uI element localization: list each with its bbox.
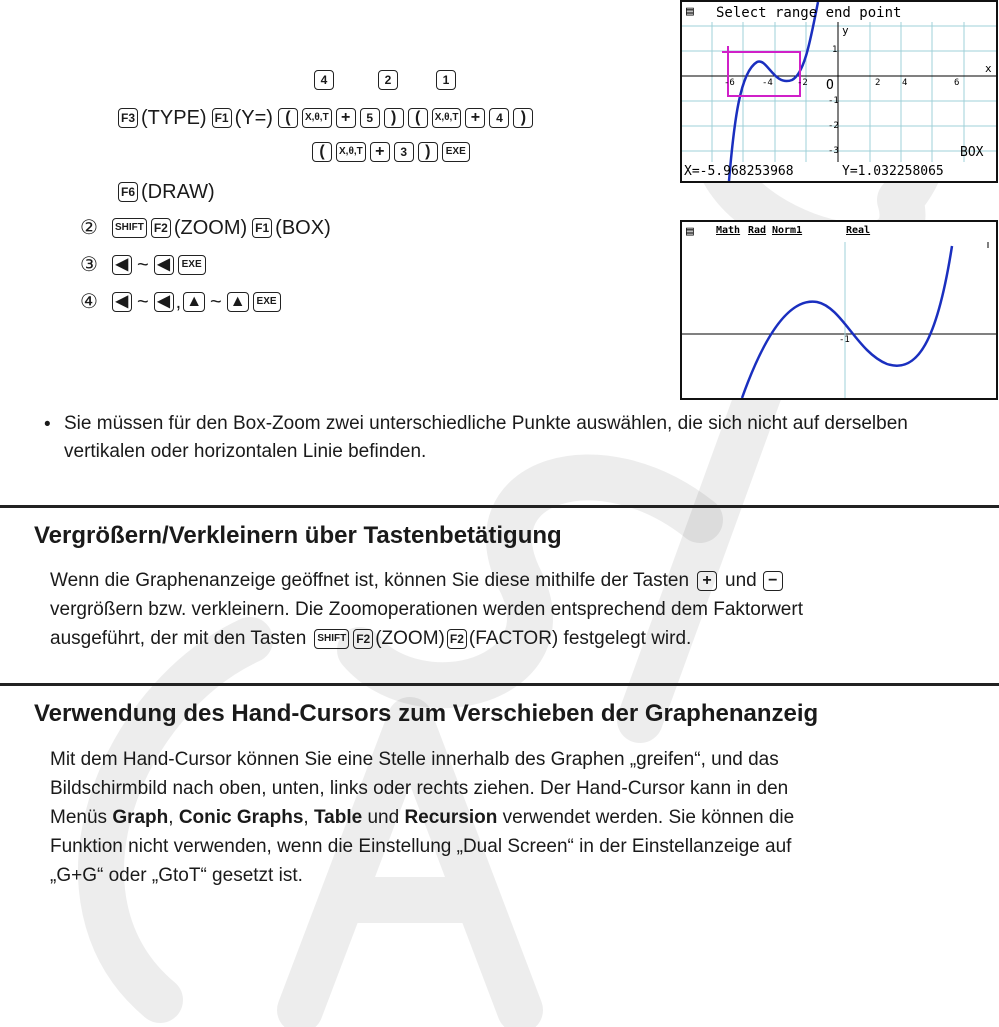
- x-tick-label: 4: [902, 78, 908, 88]
- y-tick-label: -2: [828, 121, 839, 131]
- key-row-2: [116, 105, 535, 131]
- graph-plot-2: [682, 222, 996, 398]
- key-exe[interactable]: EXE: [253, 292, 281, 312]
- paragraph-text: ,: [168, 807, 179, 828]
- key-4[interactable]: 4: [489, 108, 509, 128]
- paragraph-text: und: [725, 570, 757, 591]
- key-4[interactable]: 4: [314, 70, 334, 90]
- key-f6[interactable]: F6: [118, 182, 138, 202]
- key-row-1: [312, 70, 458, 90]
- box-mode-label: BOX: [960, 145, 984, 160]
- clipboard-icon: ▤: [686, 4, 694, 19]
- type-label: (TYPE): [141, 107, 207, 129]
- up-arrow-key-icon[interactable]: ▲: [183, 292, 205, 312]
- paragraph-text: (ZOOM): [375, 628, 445, 649]
- paragraph-text: Funktion nicht verwenden, wenn die Einstellung „Dual Screen“ in der Einstellanzeige auf: [50, 836, 792, 857]
- status-real: Real: [846, 225, 871, 236]
- box-label: (BOX): [275, 217, 331, 239]
- screen1-x-axis-label: x: [985, 62, 992, 75]
- step-2-number: ②: [80, 217, 98, 239]
- step-4: ④ ◀ ~ ◀ , ▲ ~ ▲ EXE: [80, 289, 283, 315]
- key-xthetat[interactable]: X,θ,T: [336, 142, 366, 162]
- key-exe[interactable]: EXE: [178, 255, 206, 275]
- y-tick-label: 1: [832, 45, 838, 55]
- x-tick-label: 2: [875, 78, 881, 88]
- menu-name: Graph: [112, 807, 169, 828]
- paragraph-text: verwendet werden. Sie können die: [497, 807, 795, 828]
- key-xthetat[interactable]: X,θ,T: [432, 108, 462, 128]
- section1-line-3: [50, 624, 691, 653]
- paragraph-text: und: [362, 807, 405, 828]
- paragraph-text: ausgeführt, der mit den Tasten: [50, 628, 307, 649]
- status-norm: Norm1: [772, 225, 803, 236]
- key-lparen[interactable]: (: [312, 142, 332, 162]
- key-lparen[interactable]: (: [278, 108, 298, 128]
- up-arrow-key-icon[interactable]: ▲: [227, 292, 249, 312]
- key-plus[interactable]: +: [370, 142, 390, 162]
- key-plus[interactable]: +: [697, 571, 717, 591]
- paragraph-text: Bildschirmbild nach oben, unten, links oder rechts ziehen. Der Hand-Cursor kann in den: [50, 778, 789, 799]
- key-exe[interactable]: EXE: [442, 142, 470, 162]
- paragraph-text: Mit dem Hand-Cursor können Sie eine Stelle innerhalb des Graphen „greifen“, und das: [50, 749, 779, 770]
- key-shift[interactable]: SHIFT: [112, 218, 147, 238]
- key-3[interactable]: 3: [394, 142, 414, 162]
- key-lparen[interactable]: (: [408, 108, 428, 128]
- x-tick-label: -4: [762, 78, 773, 88]
- section-divider: [0, 683, 999, 686]
- paragraph-text: Menüs: [50, 807, 113, 828]
- key-f1[interactable]: F1: [212, 108, 232, 128]
- status-math: Math: [716, 225, 741, 236]
- key-f2[interactable]: F2: [151, 218, 171, 238]
- status-rad: Rad: [748, 225, 767, 236]
- bullet-dot: •: [44, 414, 51, 435]
- menu-name: Recursion: [404, 807, 498, 828]
- menu-name: Table: [313, 807, 363, 828]
- readout-y: Y=1.032258065: [842, 164, 944, 179]
- y-tick-label: -1: [839, 335, 850, 345]
- key-plus[interactable]: +: [465, 108, 485, 128]
- key-rparen[interactable]: ): [513, 108, 533, 128]
- key-2[interactable]: 2: [378, 70, 398, 90]
- key-5[interactable]: 5: [360, 108, 380, 128]
- key-shift[interactable]: SHIFT: [314, 629, 349, 649]
- y-tick-label: -1: [828, 96, 839, 106]
- key-row-3: [310, 142, 472, 162]
- section1-line-1: [50, 566, 789, 595]
- key-1[interactable]: 1: [436, 70, 456, 90]
- x-tick-label: -6: [724, 78, 735, 88]
- paragraph-text: ,: [303, 807, 314, 828]
- section2-line-3: [50, 803, 794, 832]
- calculator-screen-box-zoom: [680, 0, 998, 183]
- zoom-label: (ZOOM): [173, 217, 248, 239]
- calculator-screen-zoomed-graph: [680, 220, 998, 400]
- key-f1[interactable]: F1: [252, 218, 272, 238]
- menu-name: Conic Graphs: [178, 807, 304, 828]
- screen1-origin-label: O: [826, 78, 834, 93]
- key-plus[interactable]: +: [336, 108, 356, 128]
- paragraph-text: (FACTOR) festgelegt wird.: [468, 628, 692, 649]
- key-f3[interactable]: F3: [118, 108, 138, 128]
- screen1-y-axis-label: y: [842, 24, 849, 37]
- clipboard-icon: ▤: [686, 224, 694, 239]
- step-3-number: ③: [80, 254, 98, 276]
- left-arrow-key-icon[interactable]: ◀: [154, 255, 174, 275]
- x-tick-label: 6: [954, 78, 960, 88]
- key-f2[interactable]: F2: [353, 629, 373, 649]
- left-arrow-key-icon[interactable]: ◀: [112, 292, 132, 312]
- draw-label: (DRAW): [141, 181, 215, 203]
- readout-x: X=-5.968253968: [684, 164, 794, 179]
- section-heading: Verwendung des Hand-Cursors zum Verschieben der Graphenanzeig: [34, 700, 819, 727]
- y-label: (Y=): [234, 107, 273, 129]
- key-rparen[interactable]: ): [418, 142, 438, 162]
- paragraph-text: Wenn die Graphenanzeige geöffnet ist, können Sie diese mithilfe der Tasten: [50, 570, 690, 591]
- paragraph-text: „G+G“ oder „GtoT“ gesetzt ist.: [50, 865, 303, 886]
- key-rparen[interactable]: ): [384, 108, 404, 128]
- note-text: Sie müssen für den Box-Zoom zwei unterschiedliche Punkte auswählen, die sich nicht auf derselben vertikalen oder horizontalen Linie befinden.: [64, 413, 908, 462]
- left-arrow-key-icon[interactable]: ◀: [112, 255, 132, 275]
- graph-plot-1: [682, 2, 996, 181]
- section-heading: Vergrößern/Verkleinern über Tastenbetätigung: [34, 522, 562, 549]
- paragraph-text: vergrößern bzw. verkleinern. Die Zoomoperationen werden entsprechend dem Faktorwert: [50, 599, 803, 620]
- key-f2[interactable]: F2: [447, 629, 467, 649]
- x-tick-label: -2: [797, 78, 808, 88]
- key-minus[interactable]: −: [763, 571, 783, 591]
- screen1-title: Select range end point: [716, 5, 902, 21]
- note-line: [64, 410, 969, 466]
- y-tick-label: -3: [828, 146, 839, 156]
- left-arrow-key-icon[interactable]: ◀: [154, 292, 174, 312]
- key-xthetat[interactable]: X,θ,T: [302, 108, 332, 128]
- step-2: [80, 215, 334, 241]
- key-row-4: [116, 179, 218, 205]
- section-divider: [0, 505, 999, 508]
- step-3: ③ ◀ ~ ◀ EXE: [80, 252, 208, 278]
- step-4-number: ④: [80, 291, 98, 313]
